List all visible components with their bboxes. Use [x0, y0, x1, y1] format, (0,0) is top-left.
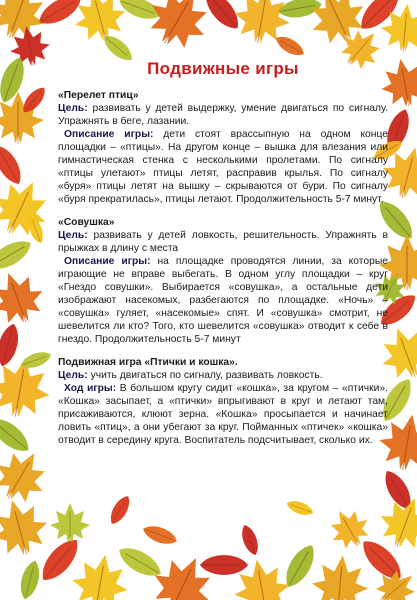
goal-text: развивать у детей выдержку, умение двигаться по сигналу. Упражнять в беге, лазании. [58, 103, 388, 127]
game-description [58, 382, 388, 447]
game-section-2 [58, 216, 388, 346]
game-goal [58, 229, 388, 255]
leaf-icon [0, 54, 30, 106]
goal-text: учить двигаться по сигналу, развивать ловкость. [90, 370, 323, 381]
game-goal [58, 102, 388, 128]
leaf-icon [199, 0, 245, 35]
description-text: на площадке проводятся линии, за которые играющие не вправе выбегать. В одном углу площадки – круг «Гнездо совушки». Выбирается «совушка», а остальные дети изображают насекомых, разбегаются по площадке. «Ночь» – «совушка» гуляет, «насекомые» спят. И «совушка» смотрит, не шевелится ли кто? Того, кто шевелится «совушка» отводит к себе в гнездо. Продолжительность 5-7 минут [58, 256, 388, 345]
goal-label: Цель: [58, 230, 88, 241]
description-text: дети стоят врассыпную на одном конце площадки – «птицы». На другом конце – вышка для влезания или гимнастическая стенка с несколькими пролетами. По сигналу «птицы улетают» птицы летят, расправив крылья. По сигналу «буря» птицы летят на вышку – скрываются от бури. По сигналу «буря прекратилась», птицы летают. Продолжительность 5-7 минут. [58, 129, 388, 205]
game-title: «Перелет птиц» [58, 90, 139, 101]
leaf-icon [0, 234, 36, 275]
goal-text: развивать у детей ловкость, решительность. Упражнять в прыжках в длину с места [58, 230, 388, 254]
game-title: Подвижная игра «Птички и кошка». [58, 357, 238, 368]
game-description [58, 128, 388, 206]
maple-leaf-icon [310, 553, 371, 600]
description-label: Описание игры: [64, 129, 154, 140]
description-label: Ход игры: [64, 383, 117, 394]
goal-label: Цель: [58, 103, 88, 114]
game-section-3 [58, 356, 388, 447]
game-description [58, 255, 388, 346]
maple-leaf-icon [0, 170, 58, 244]
description-text: В большом кругу сидит «кошка», за кругом – «птички». «Кошка» засыпает, а «птички» впрыгивают в круг и летают там, присаживаются, клюют зерна. «Кошка» просыпается и начинает ловить «птиц», а они убегают за круг. Пойманных «птичек» «кошка» отводит в середину круга. Воспитатель подсчитывает, сколько их. [58, 383, 388, 446]
game-goal [58, 369, 388, 382]
document-content [58, 59, 388, 457]
maple-leaf-icon [0, 440, 57, 511]
leaf-icon [34, 0, 85, 31]
leaf-icon [0, 412, 35, 458]
description-label: Описание игры: [64, 256, 151, 267]
maple-leaf-icon [0, 493, 54, 562]
page-title: Подвижные игры [147, 59, 299, 78]
game-section-1 [58, 89, 388, 206]
leaf-icon [0, 141, 27, 188]
goal-label: Цель: [58, 370, 88, 381]
game-title: «Совушка» [58, 217, 115, 228]
